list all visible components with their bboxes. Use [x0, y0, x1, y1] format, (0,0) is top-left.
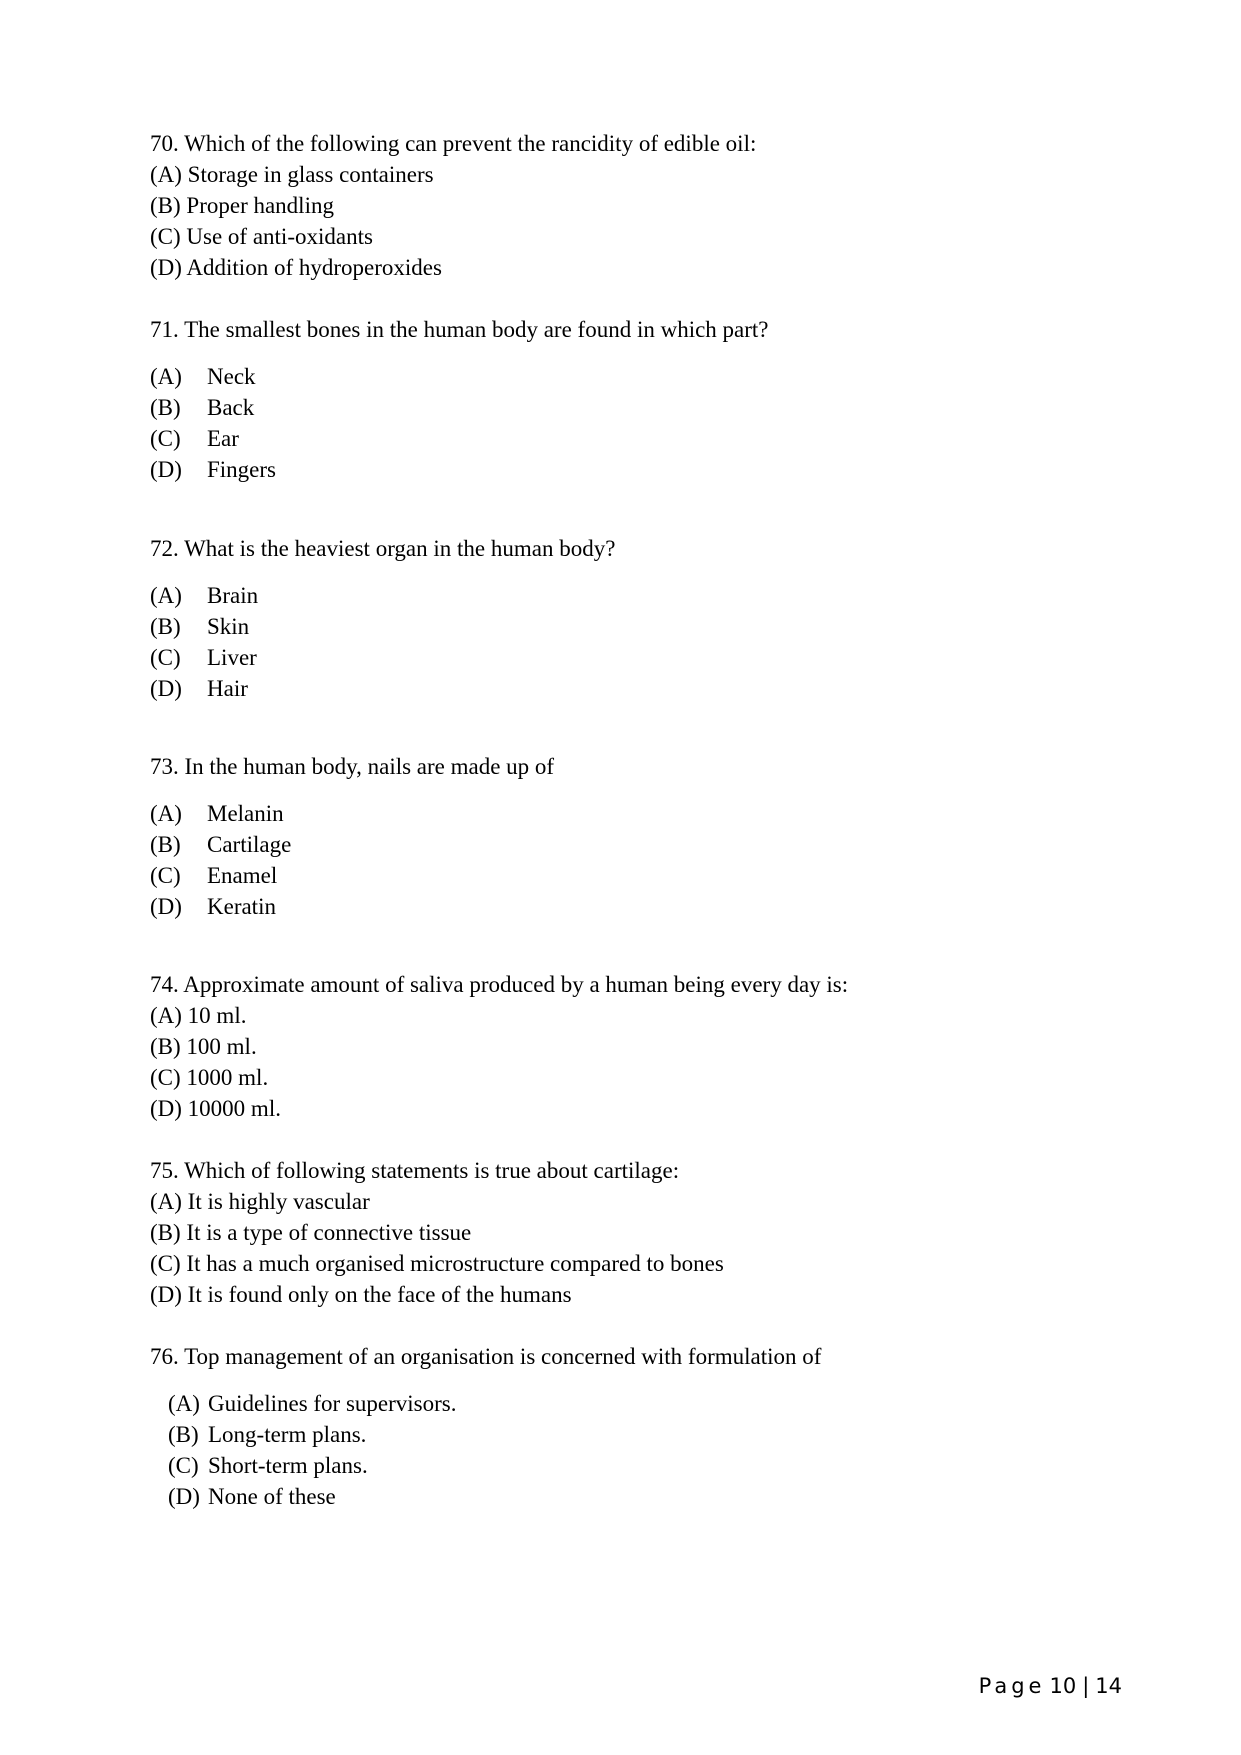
page-total: 14 — [1095, 1674, 1122, 1698]
option-d — [168, 1481, 821, 1512]
option-text: Neck — [207, 364, 256, 389]
options-list — [150, 580, 615, 704]
option-label: (B) — [150, 614, 181, 639]
option-a — [150, 580, 615, 611]
option-text: Back — [207, 395, 255, 420]
option-b: (B) It is a type of connective tissue — [150, 1220, 472, 1245]
option-b: (B) Proper handling — [150, 193, 334, 218]
option-c — [168, 1450, 821, 1481]
option-text: Long-term plans. — [208, 1422, 367, 1447]
option-c — [150, 423, 769, 454]
option-label: (A) — [150, 801, 182, 826]
option-label: (C) — [150, 863, 181, 888]
option-text: Cartilage — [207, 832, 292, 857]
option-c: (C) It has a much organised microstructure compared to bones — [150, 1251, 724, 1276]
option-text: None of these — [208, 1484, 336, 1509]
option-d — [150, 673, 615, 704]
question-stem: 75. Which of following statements is true about cartilage: — [150, 1158, 680, 1183]
option-text: Skin — [207, 614, 250, 639]
question-72 — [150, 533, 615, 704]
option-a — [150, 798, 554, 829]
option-text: Enamel — [207, 863, 278, 888]
option-d: (D) Addition of hydroperoxides — [150, 255, 442, 280]
option-label: (D) — [150, 457, 182, 482]
option-d: (D) It is found only on the face of the humans — [150, 1282, 572, 1307]
option-a: (A) Storage in glass containers — [150, 162, 434, 187]
option-c — [150, 860, 554, 891]
option-d: (D) 10000 ml. — [150, 1096, 281, 1121]
option-label: (A) — [150, 583, 182, 608]
option-label: (B) — [168, 1422, 199, 1447]
option-label: (A) — [168, 1391, 200, 1416]
question-71 — [150, 314, 769, 485]
question-stem: 70. Which of the following can prevent the rancidity of edible oil: — [150, 131, 757, 156]
option-c: (C) Use of anti-oxidants — [150, 224, 373, 249]
option-label: (C) — [168, 1453, 199, 1478]
option-b — [168, 1419, 821, 1450]
option-text: Brain — [207, 583, 259, 608]
option-b — [150, 829, 554, 860]
option-text: Keratin — [207, 894, 276, 919]
option-label: (B) — [150, 395, 181, 420]
page-word: Page — [978, 1674, 1046, 1698]
page-current: 10 — [1049, 1674, 1077, 1698]
question-73 — [150, 751, 554, 922]
option-text: Guidelines for supervisors. — [208, 1391, 457, 1416]
option-b — [150, 392, 769, 423]
option-a — [168, 1388, 821, 1419]
options-list — [150, 361, 769, 485]
option-label: (D) — [150, 894, 182, 919]
question-stem: 73. In the human body, nails are made up of — [150, 754, 555, 779]
option-b: (B) 100 ml. — [150, 1034, 257, 1059]
page-footer — [979, 1674, 1122, 1698]
option-c: (C) 1000 ml. — [150, 1065, 269, 1090]
question-stem: 74. Approximate amount of saliva produced by a human being every day is: — [150, 972, 849, 997]
question-stem: 72. What is the heaviest organ in the human body? — [150, 536, 616, 561]
option-d — [150, 891, 554, 922]
options-list — [150, 798, 554, 922]
option-text: Ear — [207, 426, 239, 451]
option-label: (D) — [168, 1484, 200, 1509]
option-text: Melanin — [207, 801, 284, 826]
option-text: Hair — [207, 676, 248, 701]
option-label: (B) — [150, 832, 181, 857]
question-75 — [150, 1155, 724, 1310]
option-a: (A) 10 ml. — [150, 1003, 247, 1028]
question-74 — [150, 969, 848, 1124]
option-c — [150, 642, 615, 673]
question-stem: 76. Top management of an organisation is concerned with formulation of — [150, 1344, 822, 1369]
option-b — [150, 611, 615, 642]
option-label: (D) — [150, 676, 182, 701]
options-list — [150, 1388, 821, 1512]
option-text: Liver — [207, 645, 257, 670]
option-label: (C) — [150, 426, 181, 451]
question-76 — [150, 1341, 821, 1512]
option-label: (A) — [150, 364, 182, 389]
option-a: (A) It is highly vascular — [150, 1189, 370, 1214]
option-text: Short-term plans. — [208, 1453, 368, 1478]
page-separator: | — [1082, 1674, 1090, 1698]
option-d — [150, 454, 769, 485]
option-label: (C) — [150, 645, 181, 670]
option-a — [150, 361, 769, 392]
question-70 — [150, 128, 756, 283]
option-text: Fingers — [207, 457, 276, 482]
question-stem: 71. The smallest bones in the human body are found in which part? — [150, 317, 769, 342]
